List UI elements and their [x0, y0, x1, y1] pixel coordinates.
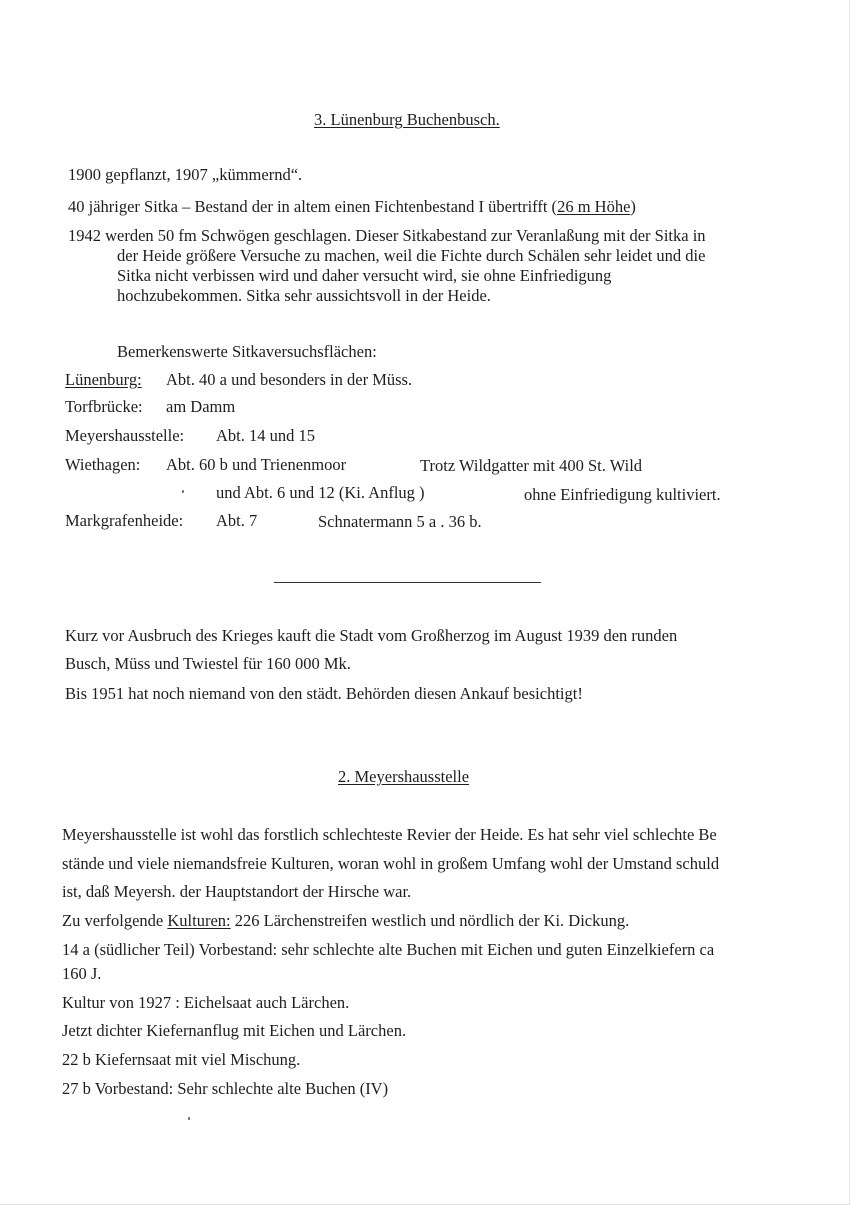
scan-speck — [188, 1117, 190, 1120]
section-title-luenenburg: 3. Lünenburg Buchenbusch. — [314, 110, 500, 129]
kulturen-label: Kulturen: — [167, 911, 231, 930]
line-1942-cont-2: Sitka nicht verbissen wird und daher versucht wird, sie ohne Einfriedigung — [117, 266, 612, 285]
area-detail-torfbruecke: am Damm — [166, 397, 236, 416]
meyers-27b: 27 b Vorbestand: Sehr schlechte alte Buchen (IV) — [62, 1079, 389, 1098]
purchase-line-3: Bis 1951 hat noch niemand von den städt. Behörden diesen Ankauf besichtigt! — [65, 684, 583, 703]
area-detail-wiethagen-2: und Abt. 6 und 12 (Ki. Anflug ) — [216, 483, 425, 502]
meyers-14a: 14 a (südlicher Teil) Vorbestand: sehr schlechte alte Buchen mit Eichen und guten Einzelkiefern ca — [62, 940, 715, 959]
area-note-markgrafenheide: Schnatermann 5 a . 36 b. — [318, 512, 482, 531]
area-note-wiethagen-2: ohne Einfriedigung kultiviert. — [524, 485, 721, 504]
area-place-torfbruecke: Torfbrücke: — [65, 397, 143, 416]
area-place-luenenburg: Lünenburg: — [65, 370, 142, 389]
meyers-line-2: stände und viele niemandsfreie Kulturen, woran wohl in großem Umfang wohl der Umstand schuld — [62, 854, 720, 873]
section-divider — [274, 582, 541, 583]
line-1942: 1942 werden 50 fm Schwögen geschlagen. Dieser Sitkabestand zur Veranlaßung mit der Sitka in — [68, 226, 706, 245]
area-place-markgrafenheide: Markgrafenheide: — [65, 511, 184, 530]
kulturen-line: Zu verfolgende Kulturen: 226 Lärchenstreifen westlich und nördlich der Ki. Dickung. — [62, 911, 630, 930]
scan-speck — [182, 490, 184, 493]
meyers-kultur-1927: Kultur von 1927 : Eichelsaat auch Lärchen. — [62, 993, 350, 1012]
section-title-meyershausstelle: 2. Meyershausstelle — [338, 767, 470, 786]
line-1900: 1900 gepflanzt, 1907 „kümmernd“. — [68, 165, 303, 184]
area-place-meyershausstelle: Meyershausstelle: — [65, 426, 185, 445]
area-detail-meyershausstelle: Abt. 14 und 15 — [216, 426, 315, 445]
subheading-sitka: Bemerkenswerte Sitkaversuchsflächen: — [117, 342, 377, 361]
area-detail-markgrafenheide: Abt. 7 — [216, 511, 258, 530]
meyers-14a-cont: 160 J. — [62, 964, 102, 983]
meyers-22b: 22 b Kiefernsaat mit viel Mischung. — [62, 1050, 301, 1069]
meyers-jetzt: Jetzt dichter Kiefernanflug mit Eichen und Lärchen. — [62, 1021, 407, 1040]
line-1942-cont-3: hochzubekommen. Sitka sehr aussichtsvoll in der Heide. — [117, 286, 491, 305]
area-note-wiethagen: Trotz Wildgatter mit 400 St. Wild — [420, 456, 643, 475]
meyers-line-3: ist, daß Meyersh. der Hauptstandort der Hirsche war. — [62, 882, 412, 901]
purchase-line-2: Busch, Müss und Twiestel für 160 000 Mk. — [65, 654, 351, 673]
area-detail-wiethagen: Abt. 60 b und Trienenmoor — [166, 455, 347, 474]
height-note: 26 m Höhe — [557, 197, 631, 216]
area-place-wiethagen: Wiethagen: — [65, 455, 141, 474]
line-1942-cont-1: der Heide größere Versuche zu machen, weil die Fichte durch Schälen sehr leidet und die — [117, 246, 706, 265]
purchase-line-1: Kurz vor Ausbruch des Krieges kauft die Stadt vom Großherzog im August 1939 den runden — [65, 626, 678, 645]
meyers-line-1: Meyershausstelle ist wohl das forstlich schlechteste Revier der Heide. Es hat sehr viel schlechte Be — [62, 825, 717, 844]
area-detail-luenenburg: Abt. 40 a und besonders in der Müss. — [166, 370, 413, 389]
line-40-jaehriger: 40 jähriger Sitka – Bestand der in altem einen Fichtenbestand I übertrifft (26 m Höhe) — [68, 197, 636, 216]
